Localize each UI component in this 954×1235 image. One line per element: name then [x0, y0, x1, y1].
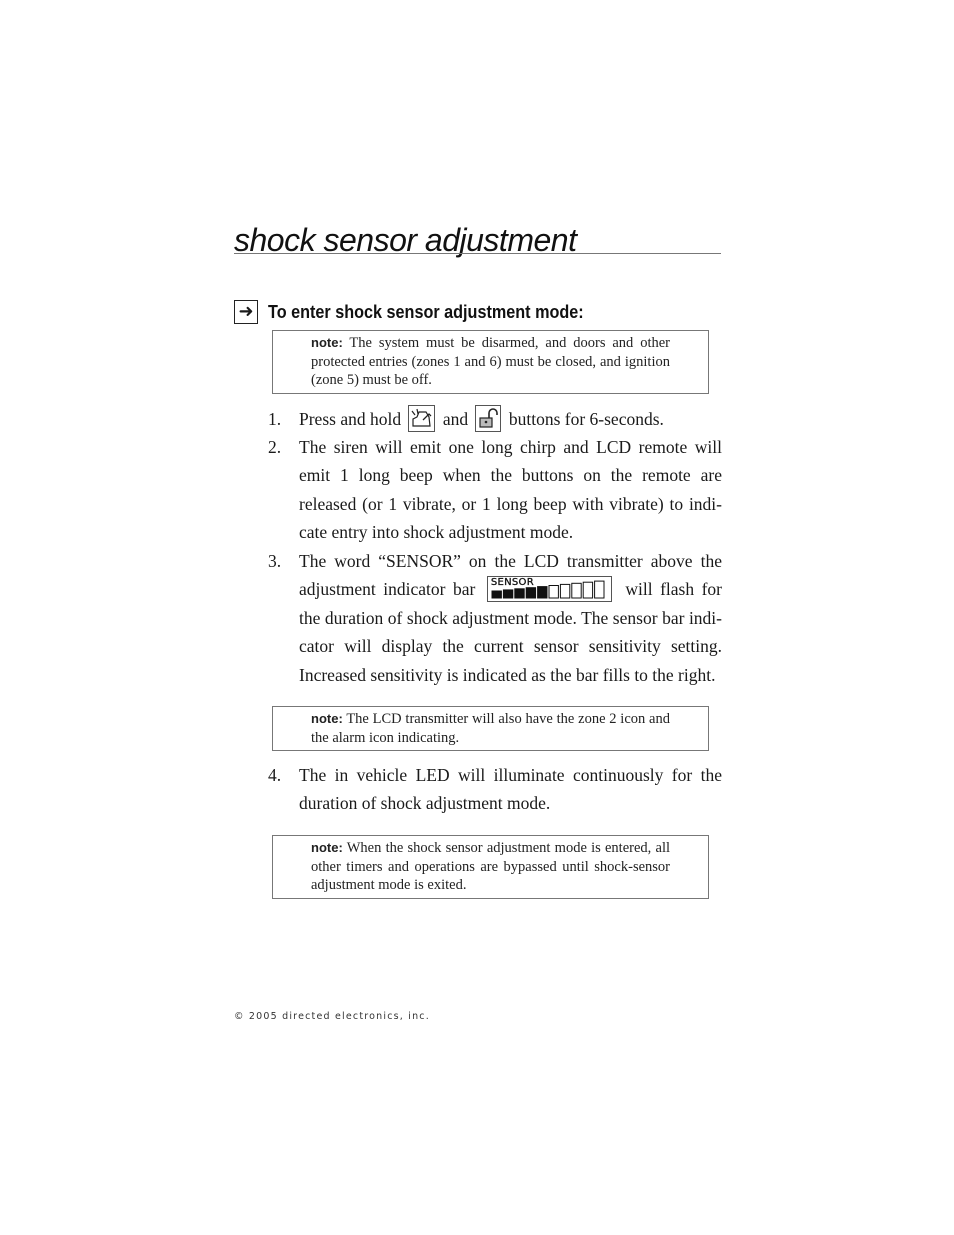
section-heading [234, 298, 619, 326]
note-box-2 [272, 706, 709, 751]
step-text: buttons for 6-seconds. [508, 409, 664, 429]
note-text: The LCD transmitter will also have the zone 2 icon and the alarm icon indicating. [311, 711, 670, 746]
step-number: 3. [268, 551, 282, 571]
step-number: 2. [268, 437, 282, 457]
right-arrow-icon: ➜ [234, 300, 258, 324]
note-label: note: [311, 335, 343, 350]
note-label: note: [311, 711, 343, 726]
sensor-bar-segment-empty [594, 581, 603, 598]
sensor-bar-segment-filled [537, 587, 546, 598]
sensor-bar-segment-empty [560, 585, 569, 599]
sensor-bar-segment-filled [526, 588, 535, 598]
sensor-bar-segment-filled [515, 589, 524, 598]
car-arm-button-icon [408, 405, 435, 432]
sensor-bar-segment-filled [503, 590, 512, 598]
sensor-bar-segment-empty [549, 586, 558, 599]
sensor-bar-segment-empty [572, 584, 581, 599]
step-2 [268, 433, 722, 547]
section-heading-text: To enter shock sensor adjustment mode: [268, 301, 584, 322]
step-3 [268, 547, 722, 689]
unlock-button-icon [475, 405, 501, 432]
copyright-footer: © 2005 directed electronics, inc. [234, 1011, 430, 1022]
step-4 [268, 761, 722, 818]
step-text: will flash for the duration of shock adjustment mode. The sensor bar indi-cator will display the current sensor sensitivity setting. Increased sensitivity is indicated as the bar fills to the right. [299, 579, 722, 685]
note-box-1 [272, 330, 709, 394]
note-box-3 [272, 835, 709, 899]
sensor-bar-segment-empty [583, 583, 592, 599]
note-text: The system must be disarmed, and doors and other protected entries (zones 1 and 6) must be closed, and ignition (zone 5) must be off. [311, 335, 670, 388]
step-text: The in vehicle LED will illuminate continuously for the duration of shock adjustment mode. [299, 765, 722, 814]
note-label: note: [311, 840, 343, 855]
step-text: and [442, 409, 469, 429]
page-title: shock sensor adjustment [234, 222, 577, 258]
step-number: 1. [268, 409, 282, 429]
step-text: The word “SENSOR” on the LCD transmitter above the adjustment indicator bar [299, 551, 722, 600]
note-text: When the shock sensor adjustment mode is entered, all other timers and operations are bypassed until shock-sensor adjustment mode is exited. [311, 840, 670, 893]
step-number: 4. [268, 765, 282, 785]
title-rule [234, 253, 721, 254]
sensor-bar-segment-filled [492, 591, 501, 598]
sensor-bar-label: SENSOR [490, 577, 534, 589]
step-1 [268, 405, 722, 433]
step-text: Press and hold [299, 409, 402, 429]
sensor-bar-indicator-icon [487, 576, 612, 602]
step-text: The siren will emit one long chirp and LCD remote will emit 1 long beep when the buttons on the remote are released (or 1 vibrate, or 1 long beep with vibrate) to indi-cate entry into shock adjustment mode. [299, 437, 722, 543]
